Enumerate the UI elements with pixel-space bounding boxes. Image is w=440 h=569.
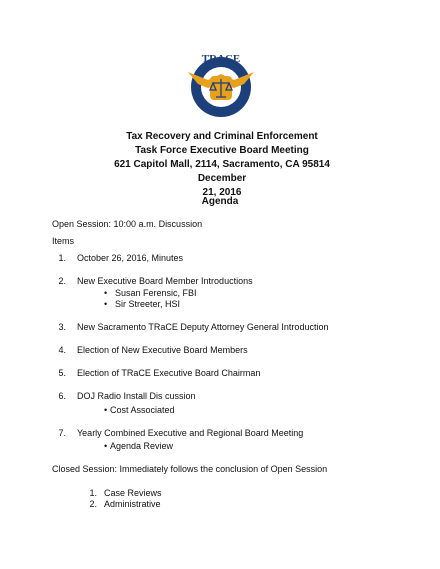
items-label: Items	[52, 236, 75, 246]
bullet-icon: •	[104, 288, 108, 298]
closed-item-number: 1.	[89, 488, 97, 498]
closed-item: Administrative	[104, 499, 161, 509]
header-meeting-name: Task Force Executive Board Meeting	[135, 145, 309, 156]
closed-item-number: 2.	[89, 499, 97, 509]
agenda-item: New Executive Board Member Introductions	[77, 276, 253, 286]
header-org-name: Tax Recovery and Criminal Enforcement	[126, 131, 318, 142]
item-number: 2.	[58, 276, 66, 286]
item-number: 1.	[58, 253, 66, 263]
bullet-icon: •	[104, 299, 108, 309]
item-number: 4.	[58, 345, 66, 355]
bullet-icon: •	[104, 405, 108, 415]
agenda-title: Agenda	[201, 196, 239, 207]
item-number: 3.	[58, 322, 66, 332]
logo-title: TRACE	[201, 53, 241, 65]
meeting-header	[90, 130, 354, 200]
trace-logo	[186, 50, 256, 120]
sub-item: Cost Associated	[110, 405, 175, 415]
item-number: 5.	[58, 368, 66, 378]
sub-item: Susan Ferensic, FBI	[115, 288, 197, 298]
agenda-item: DOJ Radio Install Dis cussion	[77, 391, 196, 401]
item-number: 7.	[58, 428, 66, 438]
open-session-line: Open Session: 10:00 a.m. Discussion	[52, 219, 203, 229]
header-date-continued: 21, 2016	[202, 187, 242, 198]
header-address-date: 621 Capitol Mall, 2114, Sacramento, CA 95814 December	[114, 159, 330, 184]
agenda-item: October 26, 2016, Minutes	[77, 253, 184, 263]
agenda-item: Yearly Combined Executive and Regional Board Meeting	[77, 428, 304, 438]
sub-item: Sir Streeter, HSI	[115, 299, 181, 309]
agenda-item: Election of TRaCE Executive Board Chairman	[77, 368, 261, 378]
agenda-item: New Sacramento TRaCE Deputy Attorney General Introduction	[77, 322, 329, 332]
item-number: 6.	[58, 391, 66, 401]
sub-item: Agenda Review	[110, 441, 174, 451]
closed-session-line: Closed Session: Immediately follows the conclusion of Open Session	[52, 464, 328, 474]
bullet-icon: •	[104, 441, 108, 451]
closed-item: Case Reviews	[104, 488, 162, 498]
agenda-item: Election of New Executive Board Members	[77, 345, 248, 355]
